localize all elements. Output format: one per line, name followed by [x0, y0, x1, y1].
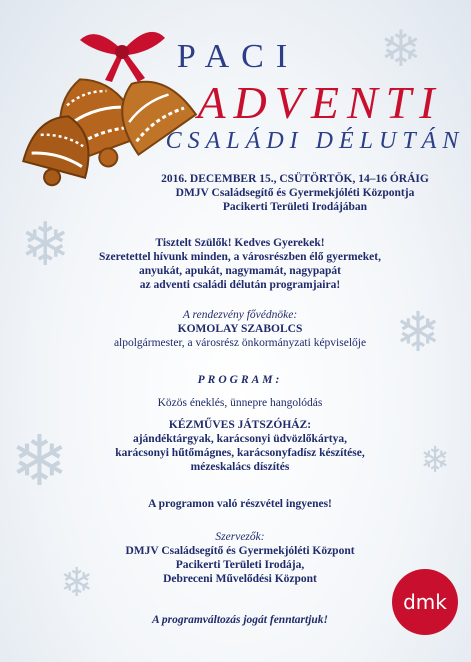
program-item: Közös éneklés, ünnepre hangolódás: [157, 397, 323, 409]
snowflake-icon: ❄: [60, 560, 94, 606]
title-csaladi-delutan: CSALÁDI DÉLUTÁN: [165, 128, 465, 154]
snowflake-icon: ❄: [380, 20, 422, 78]
free-admission-note: A programon való részvétel ingyenes!: [148, 498, 332, 510]
greeting-line: Szeretettel hívunk minden, a városrészben élő gyermeket,: [99, 251, 381, 263]
craft-item: mézeskalács díszítés: [190, 461, 290, 473]
craft-heading: KÉZMŰVES JÁTSZÓHÁZ:: [168, 419, 312, 431]
title-paci: PACI: [176, 38, 300, 75]
organizers-heading: Szervezők:: [215, 531, 265, 543]
program-heading: PROGRAM:: [197, 374, 283, 386]
greeting-line: anyukát, apukát, nagymamát, nagypapát: [139, 265, 341, 277]
snowflake-icon: ❄: [20, 210, 71, 280]
title-adventi: ADVENTI: [197, 77, 443, 128]
organizer-line: Debreceni Művelődési Központ: [163, 573, 317, 585]
greeting-line: Tisztelt Szülők! Kedves Gyerekek!: [155, 237, 325, 249]
greeting-block: [40, 236, 440, 292]
event-date-venue: [120, 172, 470, 214]
event-venue-line2: Pacikerti Területi Irodájában: [222, 201, 368, 213]
dmk-logo: [392, 569, 458, 635]
event-venue-line1: DMJV Családsegítő és Gyermekjóléti Központja: [175, 187, 415, 199]
greeting-line: az adventi családi délután programjaira!: [139, 279, 341, 291]
patron-role: alpolgármester, a városrész önkormányzati képviselője: [113, 337, 367, 349]
patron-block: [40, 308, 440, 350]
craft-item: karácsonyi hűtőmágnes, karácsonyfadísz készítése,: [115, 447, 365, 459]
program-change-note: A programváltozás jogát fenntartjuk!: [151, 614, 329, 626]
snowflake-icon: ❄: [10, 420, 69, 502]
organizer-line: DMJV Családsegítő és Gyermekjóléti Központ: [125, 545, 355, 557]
organizer-line: Pacikerti Területi Irodája,: [175, 559, 305, 571]
event-date: 2016. DECEMBER 15., CSÜTÖRTÖK, 14–16 ÓRÁIG: [161, 173, 429, 185]
snowflake-icon: ❄: [395, 300, 442, 364]
dmk-logo-text: dmk: [403, 590, 447, 614]
craft-item: ajándéktárgyak, karácsonyi üdvözlőkártya,: [132, 433, 348, 445]
snowflake-icon: ❄: [420, 440, 451, 481]
organizers-block: [40, 530, 440, 586]
patron-name: KOMOLAY SZABOLCS: [177, 323, 303, 335]
patron-label: A rendezvény fővédnöke:: [182, 309, 298, 321]
craft-block: [40, 418, 440, 474]
